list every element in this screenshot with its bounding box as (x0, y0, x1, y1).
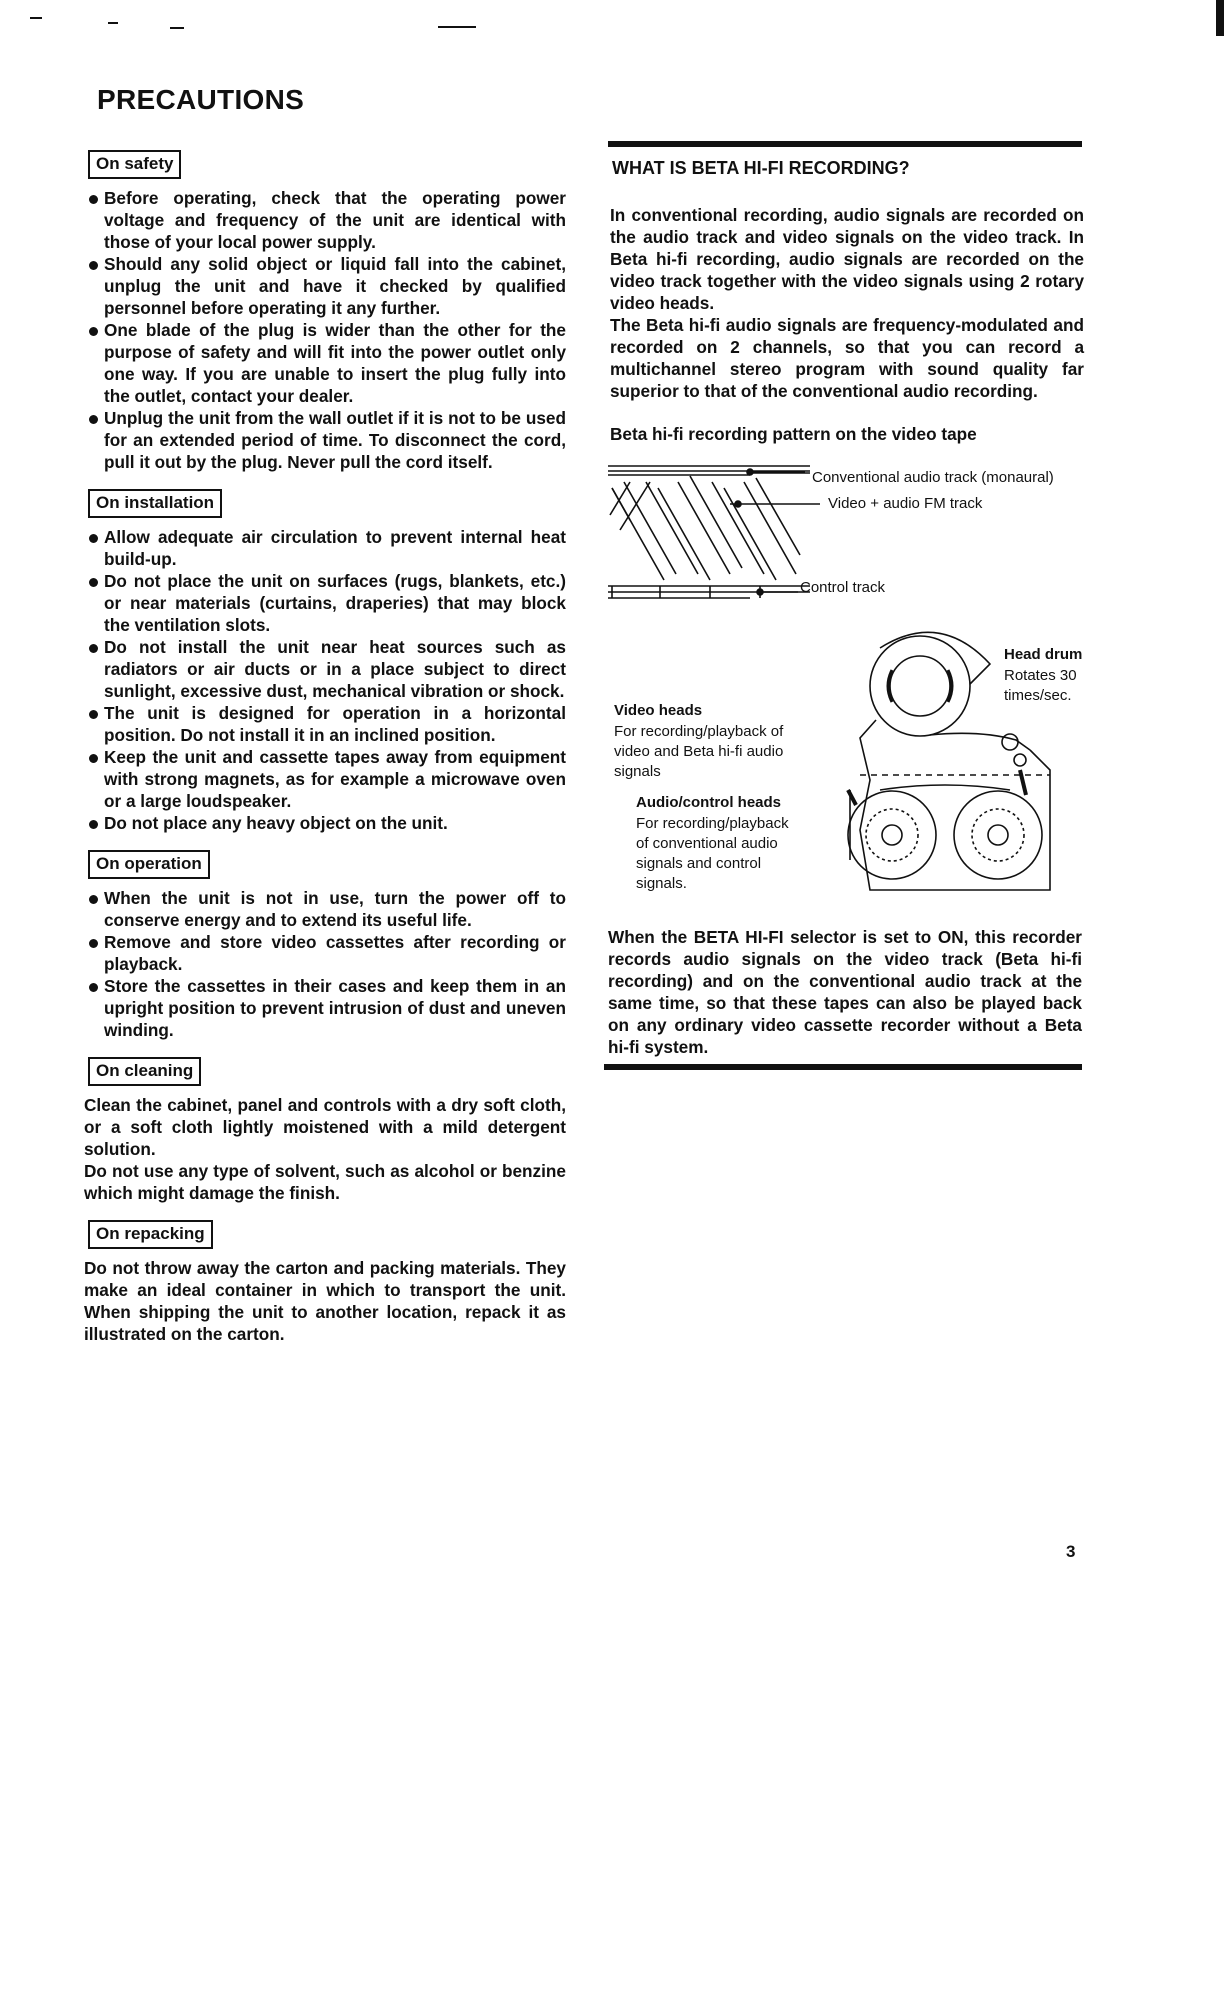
scan-mark (170, 27, 184, 29)
safety-list (84, 187, 566, 473)
left-column (84, 150, 566, 1361)
repacking-heading: On repacking (88, 1220, 213, 1249)
cleaning-text: Clean the cabinet, panel and controls with a dry soft cloth, or a soft cloth lightly moistened with a mild detergent solution. (84, 1095, 566, 1159)
video-heads-desc: video and Beta hi-fi audio (614, 743, 784, 760)
scan-mark (108, 22, 118, 24)
list-item: Do not install the unit near heat sources such as radiators or air ducts or in a place subject to direct sunlight, excessive dust, mechanical vibration or shock. (84, 636, 566, 702)
conventional-track-label: Conventional audio track (monaural) (812, 469, 1054, 486)
operation-section (84, 850, 566, 1041)
bottom-rule (604, 1064, 1082, 1070)
beta-hifi-outro (608, 926, 1082, 1058)
list-item: Allow adequate air circulation to prevent internal heat build-up. (84, 526, 566, 570)
intro-paragraph: The Beta hi-fi audio signals are frequency-modulated and recorded on 2 channels, so that you can record a multichannel stereo program with sound quality far superior to that of the conventional audio recording. (610, 315, 1084, 401)
safety-section (84, 150, 566, 473)
list-item: Store the cassettes in their cases and keep them in an upright position to prevent intrusion of dust and uneven winding. (84, 975, 566, 1041)
audio-control-heads-desc: For recording/playback (636, 815, 789, 832)
scan-mark (30, 17, 42, 19)
video-heads-desc: For recording/playback of (614, 723, 784, 740)
cleaning-section (84, 1057, 566, 1204)
installation-section (84, 489, 566, 834)
audio-control-heads-desc: signals. (636, 875, 687, 892)
list-item: Before operating, check that the operating power voltage and frequency of the unit are identical with those of your local power supply. (84, 187, 566, 253)
list-item: Unplug the unit from the wall outlet if it is not to be used for an extended period of time. To disconnect the cord, pull it out by the plug. Never pull the cord itself. (84, 407, 566, 473)
page-title: PRECAUTIONS (97, 84, 305, 115)
head-drum-rate: Rotates 30 (1004, 667, 1077, 684)
list-item: Do not place the unit on surfaces (rugs, blankets, etc.) or near materials (curtains, draperies) that may block the ventilation slots. (84, 570, 566, 636)
operation-heading: On operation (88, 850, 210, 879)
safety-heading: On safety (88, 150, 181, 179)
video-heads-desc: signals (614, 763, 661, 780)
intro-paragraph: In conventional recording, audio signals are recorded on the audio track and video signals on the video track. In Beta hi-fi recording, audio signals are recorded on the video track together with the video signals using 2 rotary video heads. (610, 205, 1084, 313)
head-drum-title: Head drum (1004, 646, 1083, 663)
control-track-label: Control track (800, 579, 886, 596)
outro-paragraph: When the BETA HI-FI selector is set to ON, this recorder records audio signals on the video track (Beta hi-fi recording) and on the conventional audio track at the same time, so that these tapes can also be played back on any ordinary video cassette recorder without a Beta hi-fi system. (608, 927, 1082, 1057)
cleaning-warning: Do not use any type of solvent, such as alcohol or benzine which might damage the finish. (84, 1161, 566, 1203)
beta-hifi-intro (610, 204, 1084, 402)
list-item: The unit is designed for operation in a horizontal position. Do not install it in an inclined position. (84, 702, 566, 746)
top-rule (608, 141, 1082, 147)
list-item: Keep the unit and cassette tapes away from equipment with strong magnets, as for example a microwave oven or a large loudspeaker. (84, 746, 566, 812)
scan-mark (1216, 0, 1224, 36)
pattern-caption: Beta hi-fi recording pattern on the video tape (610, 424, 977, 444)
beta-hifi-heading: WHAT IS BETA HI-FI RECORDING? (612, 158, 910, 178)
scan-mark (438, 26, 476, 28)
page-number: 3 (1066, 1542, 1076, 1561)
installation-list (84, 526, 566, 834)
audio-control-heads-title: Audio/control heads (636, 794, 782, 811)
list-item: Remove and store video cassettes after recording or playback. (84, 931, 566, 975)
operation-list (84, 887, 566, 1041)
list-item: Should any solid object or liquid fall into the cabinet, unplug the unit and have it checked by qualified personnel before operating it any further. (84, 253, 566, 319)
video-fm-track-label: Video + audio FM track (828, 495, 983, 512)
video-heads-title: Video heads (614, 702, 703, 719)
list-item: When the unit is not in use, turn the power off to conserve energy and to extend its useful life. (84, 887, 566, 931)
list-item: Do not place any heavy object on the unit. (84, 812, 566, 834)
audio-control-heads-desc: signals and control (636, 855, 762, 872)
cleaning-heading: On cleaning (88, 1057, 201, 1086)
head-drum-rate-unit: times/sec. (1004, 687, 1072, 704)
audio-control-heads-desc: of conventional audio (636, 835, 778, 852)
list-item: One blade of the plug is wider than the other for the purpose of safety and will fit into the power outlet only one way. If you are unable to insert the plug fully into the outlet, contact your dealer. (84, 319, 566, 407)
repacking-text: Do not throw away the carton and packing materials. They make an ideal container in which to transport the unit. When shipping the unit to another location, repack it as illustrated on the carton. (84, 1258, 566, 1344)
repacking-section (84, 1220, 566, 1345)
installation-heading: On installation (88, 489, 222, 518)
